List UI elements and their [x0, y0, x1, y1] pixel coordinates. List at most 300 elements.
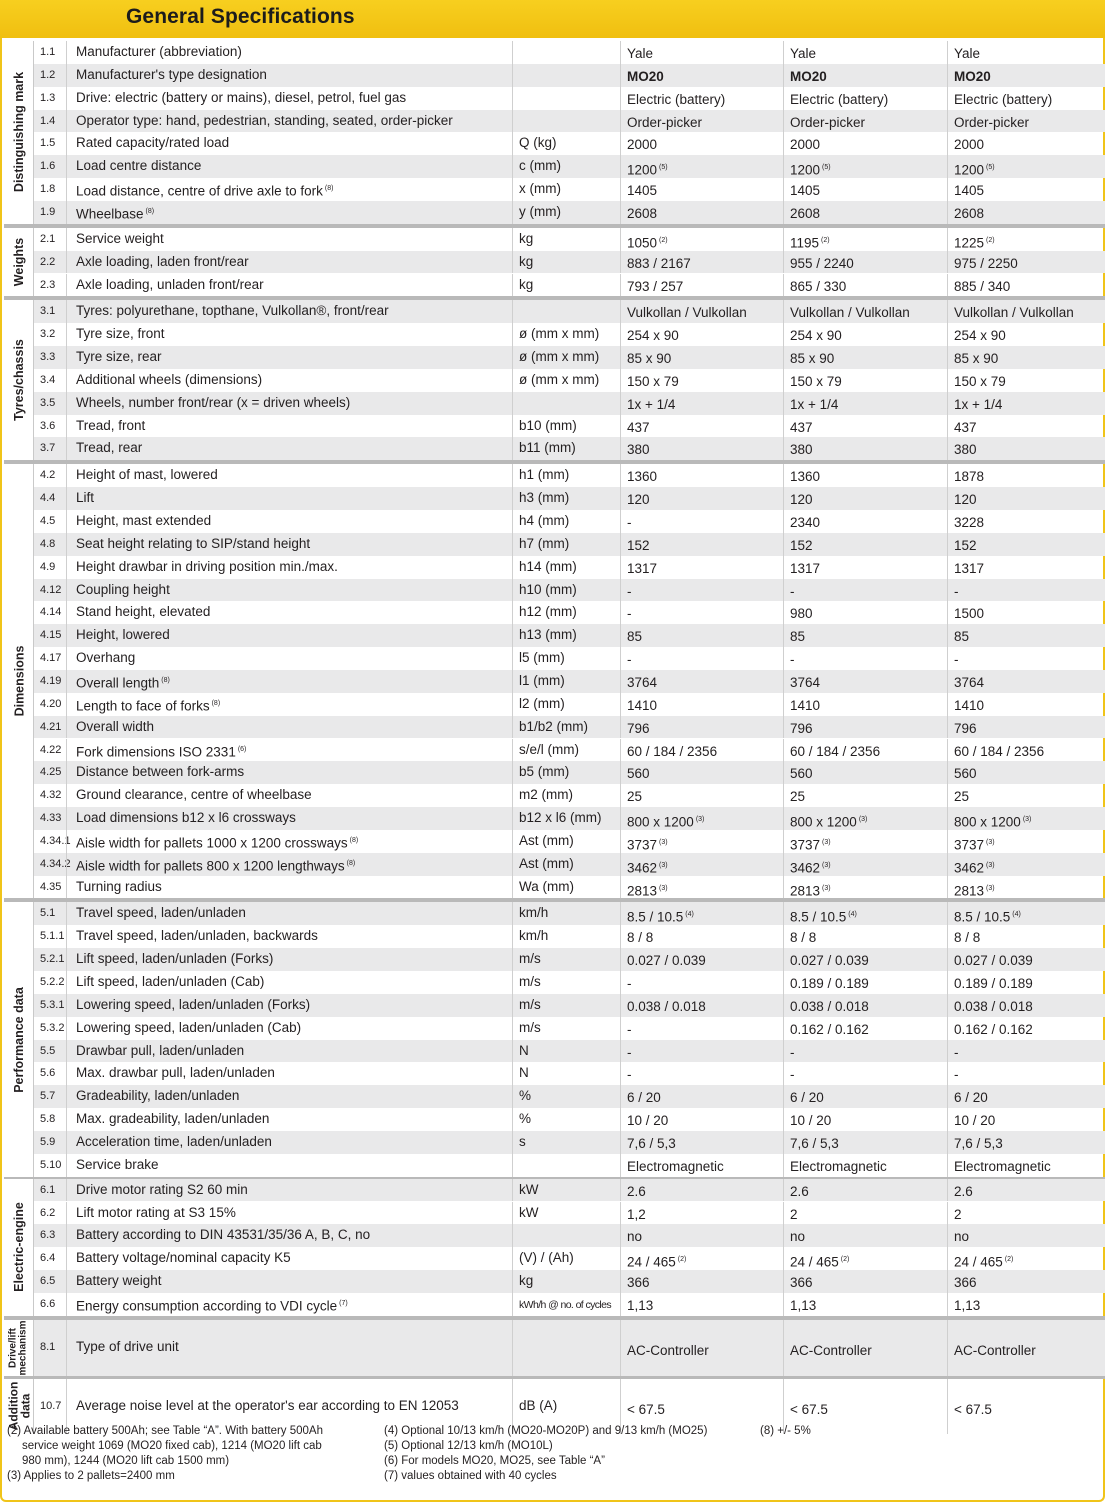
row-value-col3-text: 1405 — [954, 183, 985, 199]
row-value-col1 — [620, 853, 777, 876]
row-description — [70, 300, 546, 323]
row-unit-text: ø (mm x mm) — [519, 326, 600, 342]
row-value-col2-text: 24 / 465 — [790, 1254, 839, 1270]
row-value-col3-text: Electromagnetic — [954, 1158, 1051, 1174]
section-label-electric — [4, 1179, 34, 1316]
row-value-col1 — [620, 807, 777, 830]
row-number — [34, 132, 68, 155]
footnote-marker: (8) — [211, 699, 221, 707]
row-description-text: Travel speed, laden/unladen, backwards — [76, 928, 318, 944]
row-value-col3 — [947, 971, 1105, 994]
row-value-col1 — [620, 579, 777, 602]
row-value-col3-text: 1878 — [954, 469, 985, 485]
row-value-col3 — [947, 1247, 1105, 1270]
section-label-drive — [4, 1320, 34, 1376]
row-value-col1-text: 8 / 8 — [627, 930, 654, 946]
row-value-col3 — [947, 1154, 1105, 1177]
footnote-marker: (2) — [677, 1256, 687, 1264]
row-value-col2 — [783, 830, 946, 853]
row-value-col3 — [947, 556, 1105, 579]
table-row — [34, 1017, 1105, 1040]
row-value-col1 — [620, 415, 777, 438]
table-row — [34, 155, 1105, 178]
table-row — [34, 971, 1105, 994]
row-value-col1 — [620, 487, 777, 510]
table-row — [34, 1154, 1105, 1177]
row-value-col1 — [620, 1062, 777, 1085]
row-value-col1 — [620, 716, 777, 739]
row-value-col2 — [783, 64, 946, 87]
row-value-col2 — [783, 392, 946, 415]
row-value-col1-text: 366 — [627, 1275, 650, 1291]
row-value-col3 — [947, 830, 1105, 853]
row-unit-text: b1/b2 (mm) — [519, 718, 589, 734]
row-value-col3-text: 560 — [954, 766, 977, 782]
row-unit — [512, 693, 624, 716]
row-description-text: Additional wheels (dimensions) — [76, 371, 263, 387]
row-description — [70, 251, 546, 274]
row-unit — [512, 807, 624, 830]
row-description — [70, 533, 546, 556]
row-value-col2-text: MO20 — [790, 68, 827, 84]
table-row — [34, 853, 1105, 876]
row-description-text: Battery voltage/nominal capacity K5 — [76, 1250, 291, 1266]
row-value-col1 — [620, 437, 777, 460]
section-label-weights — [4, 228, 34, 297]
row-value-col1-text: 24 / 465 — [627, 1254, 676, 1270]
row-number — [34, 853, 71, 876]
row-value-col1-text: Vulkollan / Vulkollan — [627, 305, 747, 321]
row-value-col1-text: 2608 — [627, 205, 658, 221]
row-value-col2-text: AC-Controller — [790, 1342, 872, 1358]
row-number — [34, 1108, 68, 1131]
row-unit — [512, 1154, 624, 1177]
table-row — [34, 132, 1105, 155]
row-description — [70, 1017, 546, 1040]
row-value-col2-text: Electric (battery) — [790, 91, 889, 107]
row-value-col3 — [947, 464, 1105, 487]
row-value-col3-text: 85 x 90 — [954, 351, 999, 367]
row-number — [34, 830, 71, 853]
row-number-text: 4.34.1 — [40, 834, 71, 847]
row-value-col2 — [783, 1320, 946, 1376]
row-description-text: Seat height relating to SIP/stand height — [76, 535, 311, 551]
row-value-col1-text: - — [627, 606, 632, 622]
row-value-col1 — [620, 1224, 777, 1247]
footnote-2-cont2: 980 mm), 1244 (MO20 lift cab 1500 mm) — [22, 1455, 230, 1467]
row-value-col3-text: 3228 — [954, 515, 985, 530]
row-number-text: 2.3 — [40, 278, 56, 291]
row-description-text: Drawbar pull, laden/unladen — [76, 1042, 245, 1058]
row-value-col2-text: 1x + 1/4 — [790, 396, 839, 412]
footnote-marker: (3) — [986, 838, 995, 846]
footnote-marker: (2) — [821, 236, 830, 244]
row-value-col1 — [620, 251, 777, 274]
row-unit-text: h13 (mm) — [519, 627, 577, 643]
row-number-text: 6.2 — [40, 1206, 56, 1219]
row-value-col3-text: 1317 — [954, 560, 985, 576]
row-value-col1-text: 85 — [627, 629, 643, 645]
row-number-text: 6.6 — [40, 1297, 56, 1310]
row-number — [34, 64, 68, 87]
row-number-text: 5.2.1 — [40, 953, 65, 966]
row-value-col3 — [947, 369, 1105, 392]
footnote-3: (3) Applies to 2 pallets=2400 mm — [7, 1470, 175, 1482]
section-label-dimensions — [4, 464, 34, 898]
row-value-col1 — [620, 624, 777, 647]
row-description — [70, 579, 546, 602]
row-description-text: Drive: electric (battery or mains), diesel, petrol, fuel gas — [76, 89, 407, 105]
row-value-col2 — [783, 716, 946, 739]
row-number — [34, 902, 68, 925]
row-value-col3-text: 24 / 465 — [954, 1254, 1003, 1270]
table-row — [34, 87, 1105, 110]
row-value-col2-text: - — [790, 1044, 795, 1060]
row-unit — [512, 533, 624, 556]
row-description-text: Tread, front — [76, 417, 146, 433]
row-description-text: Load dimensions b12 x l6 crossways — [76, 810, 296, 826]
footnote-marker: (8) — [324, 185, 334, 193]
row-value-col1-text: 437 — [627, 419, 650, 435]
row-number — [34, 251, 68, 274]
table-row — [34, 902, 1105, 925]
row-value-col2-text: 980 — [790, 606, 813, 622]
row-value-col3 — [947, 1062, 1105, 1085]
row-value-col3-text: Yale — [954, 46, 981, 61]
row-description — [70, 346, 546, 369]
footnote-marker: (8) — [349, 836, 359, 844]
row-value-col1-text: Electric (battery) — [627, 91, 726, 107]
row-unit-text: kW — [519, 1204, 539, 1220]
table-row — [34, 415, 1105, 438]
row-value-col3 — [947, 415, 1105, 438]
table-row — [34, 1085, 1105, 1108]
row-value-col3-text: 6 / 20 — [954, 1090, 988, 1106]
row-number-text: 1.2 — [40, 68, 56, 81]
row-unit — [512, 994, 624, 1017]
footnote-2: (2) Available battery 500Ah; see Table “A”. With battery 500Ah — [7, 1425, 324, 1437]
row-value-col1 — [620, 761, 777, 784]
row-description-text: Coupling height — [76, 581, 170, 597]
row-number-text: 5.1 — [40, 907, 56, 920]
row-value-col1-text: Order-picker — [627, 114, 703, 130]
row-unit — [512, 228, 624, 251]
row-unit-text: kg — [519, 1273, 534, 1289]
table-row — [34, 1320, 1105, 1376]
row-value-col1 — [620, 1040, 777, 1063]
row-description — [70, 1179, 546, 1202]
row-value-col3 — [947, 1085, 1105, 1108]
row-description — [70, 601, 546, 624]
row-unit — [512, 369, 624, 392]
table-row — [34, 1270, 1105, 1293]
row-number — [34, 1040, 68, 1063]
row-unit — [512, 132, 624, 155]
row-unit — [512, 902, 624, 925]
footnote-marker: (2) — [840, 1256, 850, 1264]
row-description — [70, 1293, 546, 1316]
row-value-col2 — [783, 624, 946, 647]
row-value-col2 — [783, 807, 946, 830]
row-number — [34, 1085, 68, 1108]
row-number-text: 4.14 — [40, 606, 62, 619]
row-value-col3-text: - — [954, 1067, 959, 1083]
footnote-marker: (7) — [339, 1299, 348, 1307]
row-value-col1-text: 3764 — [627, 674, 658, 690]
row-value-col2 — [783, 415, 946, 438]
row-value-col1-text: AC-Controller — [627, 1342, 709, 1358]
row-number-text: 5.2.2 — [40, 976, 65, 988]
row-value-col3-text: 437 — [954, 419, 977, 435]
row-description-text: Battery weight — [76, 1273, 162, 1289]
row-description-text: Max. drawbar pull, laden/unladen — [76, 1065, 275, 1081]
footnote-marker: (2) — [659, 236, 668, 244]
row-description-text: Aisle width for pallets 800 x 1200 lengthways — [76, 858, 345, 874]
row-value-col2 — [783, 579, 946, 602]
row-number — [34, 670, 68, 693]
row-value-col1 — [620, 876, 777, 899]
row-unit-text: Ast (mm) — [519, 832, 574, 848]
row-description-text: Acceleration time, laden/unladen — [76, 1133, 272, 1149]
row-value-col2-text: 366 — [790, 1275, 813, 1291]
footnote-4: (4) Optional 10/13 km/h (MO20-MO20P) and 9/13 km/h (MO25) — [384, 1425, 708, 1437]
row-value-col3 — [947, 948, 1105, 971]
row-value-col3 — [947, 1040, 1105, 1063]
row-value-col3-text: 0.162 / 0.162 — [954, 1021, 1033, 1037]
row-value-col3 — [947, 533, 1105, 556]
row-unit-text: c (mm) — [519, 158, 561, 174]
row-unit — [512, 110, 624, 133]
table-row — [34, 830, 1105, 853]
row-value-col2 — [783, 761, 946, 784]
row-number — [34, 392, 68, 415]
row-value-col3 — [947, 132, 1105, 155]
row-unit — [512, 346, 624, 369]
row-value-col1 — [620, 670, 777, 693]
row-value-col1-text: 152 — [627, 537, 650, 553]
row-value-col3 — [947, 41, 1105, 64]
row-description — [70, 670, 546, 693]
row-unit-text: b5 (mm) — [519, 764, 570, 780]
row-value-col2 — [783, 533, 946, 556]
row-number — [34, 87, 68, 110]
row-value-col3 — [947, 201, 1105, 224]
row-value-col3 — [947, 510, 1105, 533]
row-number-text: 4.19 — [40, 674, 62, 687]
row-value-col2 — [783, 853, 946, 876]
row-unit-text: kg — [519, 253, 534, 269]
row-number — [34, 1154, 68, 1177]
row-value-col3-text: 1500 — [954, 606, 985, 622]
row-description — [70, 178, 546, 201]
row-description-text: Tyre size, front — [76, 326, 165, 342]
row-unit — [512, 624, 624, 647]
footnote-marker: (3) — [986, 861, 995, 869]
row-number-text: 8.1 — [40, 1340, 56, 1353]
row-description-text: Lowering speed, laden/unladen (Forks) — [76, 996, 311, 1012]
table-row — [34, 346, 1105, 369]
row-value-col1 — [620, 369, 777, 392]
row-value-col3 — [947, 300, 1105, 323]
table-row — [34, 693, 1105, 716]
row-value-col3-text: 2813 — [954, 883, 985, 899]
row-value-col1-text: 1,13 — [627, 1297, 654, 1313]
row-description-text: Gradeability, laden/unladen — [76, 1088, 240, 1104]
row-description — [70, 64, 546, 87]
row-number-text: 4.2 — [40, 469, 56, 482]
row-value-col2-text: 380 — [790, 442, 813, 458]
row-number — [34, 487, 68, 510]
row-value-col3-text: 8 / 8 — [954, 930, 981, 946]
row-value-col2 — [783, 487, 946, 510]
row-unit — [512, 251, 624, 274]
section-label-text: Performance data — [12, 986, 27, 1093]
row-value-col3-text: 152 — [954, 537, 977, 553]
row-number-text: 5.10 — [40, 1158, 62, 1171]
row-value-col2-text: 1195 — [790, 235, 820, 251]
row-number-text: 4.34.2 — [40, 857, 71, 870]
footnote-marker: (6) — [237, 745, 247, 753]
row-value-col2-text: - — [790, 1067, 795, 1083]
row-value-col2 — [783, 670, 946, 693]
row-unit-text: h3 (mm) — [519, 490, 570, 506]
row-value-col1 — [620, 64, 777, 87]
section-label-text: Electric-engine — [12, 1202, 26, 1292]
row-value-col1-text: 2813 — [627, 883, 658, 899]
row-value-col3 — [947, 579, 1105, 602]
row-value-col2-text: 2340 — [790, 515, 821, 530]
row-description — [70, 437, 546, 460]
row-number — [34, 1179, 68, 1202]
row-description — [70, 971, 546, 994]
footnote-marker: (3) — [659, 838, 668, 846]
table-row — [34, 392, 1105, 415]
row-description — [70, 87, 546, 110]
row-unit-text: h7 (mm) — [519, 535, 570, 551]
row-unit — [512, 392, 624, 415]
footnote-marker: (3) — [822, 884, 831, 892]
row-number-text: 5.7 — [40, 1090, 56, 1103]
row-value-col3-text: 8.5 / 10.5 — [954, 909, 1011, 925]
row-value-col1 — [620, 1320, 777, 1376]
row-value-col1 — [620, 1017, 777, 1040]
row-unit — [512, 1293, 624, 1316]
row-value-col2-text: 8.5 / 10.5 — [790, 909, 847, 925]
row-number — [34, 693, 68, 716]
row-description-text: Overhang — [76, 650, 136, 666]
row-unit — [512, 274, 624, 297]
row-unit — [512, 487, 624, 510]
row-description-text: Length to face of forks — [76, 698, 210, 714]
row-description — [70, 739, 546, 762]
row-value-col3 — [947, 647, 1105, 670]
row-description — [70, 853, 546, 876]
row-unit — [512, 1108, 624, 1131]
row-description — [70, 784, 546, 807]
row-value-col1-text: 3462 — [627, 860, 658, 876]
row-value-col1-text: Electromagnetic — [627, 1158, 724, 1174]
row-value-col3 — [947, 624, 1105, 647]
row-value-col1 — [620, 830, 777, 853]
row-unit — [512, 1247, 624, 1270]
row-description-text: Tread, rear — [76, 440, 143, 456]
footnote-6: (6) For models MO20, MO25, see Table “A” — [384, 1455, 605, 1467]
row-unit-text: ø (mm x mm) — [519, 371, 600, 387]
row-value-col3-text: 1x + 1/4 — [954, 396, 1003, 412]
row-value-col1 — [620, 902, 777, 925]
row-value-col3-text: Electric (battery) — [954, 91, 1053, 107]
row-value-col1 — [620, 925, 777, 948]
row-number-text: 5.1.1 — [40, 930, 65, 943]
row-number — [34, 1320, 68, 1376]
table-row — [34, 556, 1105, 579]
row-value-col1-text: no — [627, 1229, 643, 1245]
row-description — [70, 464, 546, 487]
row-value-col1-text: 796 — [627, 720, 650, 736]
row-value-col3 — [947, 601, 1105, 624]
row-value-col2 — [783, 251, 946, 274]
row-number — [34, 1293, 68, 1316]
table-row — [34, 994, 1105, 1017]
row-value-col2-text: 437 — [790, 419, 813, 435]
row-value-col2-text: 1200 — [790, 162, 821, 178]
row-value-col2-text: - — [790, 652, 795, 668]
row-number-text: 1.9 — [40, 205, 56, 218]
row-value-col1 — [620, 948, 777, 971]
row-value-col2 — [783, 346, 946, 369]
row-value-col1-text: - — [627, 583, 632, 599]
row-value-col2-text: 1405 — [790, 183, 821, 199]
table-row — [34, 251, 1105, 274]
row-value-col3-text: no — [954, 1229, 970, 1245]
footnote-marker: (3) — [822, 838, 831, 846]
footnote-marker: (2) — [986, 236, 995, 244]
row-value-col1-text: 1200 — [627, 162, 658, 178]
row-unit-text: l2 (mm) — [519, 695, 565, 711]
row-value-col3-text: 796 — [954, 720, 977, 736]
row-unit — [512, 201, 624, 224]
row-description-text: Service brake — [76, 1156, 159, 1172]
row-description-text: Height drawbar in driving position min./max. — [76, 558, 338, 574]
row-value-col2 — [783, 784, 946, 807]
row-value-col3 — [947, 807, 1105, 830]
row-value-col3 — [947, 784, 1105, 807]
row-value-col1-text: 1410 — [627, 697, 658, 713]
row-value-col2 — [783, 1270, 946, 1293]
row-value-col3-text: 3462 — [954, 860, 985, 876]
row-value-col2-text: 7,6 / 5,3 — [790, 1135, 839, 1151]
row-value-col3-text: 366 — [954, 1275, 977, 1291]
row-description — [70, 994, 546, 1017]
row-unit-text: kg — [519, 276, 534, 292]
row-value-col2 — [783, 739, 946, 762]
row-value-col3 — [947, 876, 1105, 899]
row-description-text: Lift speed, laden/unladen (Cab) — [76, 974, 265, 989]
row-value-col2-text: 865 / 330 — [790, 278, 847, 294]
row-value-col2-text: 2813 — [790, 883, 821, 899]
row-number-text: 1.4 — [40, 114, 56, 127]
row-value-col1 — [620, 1154, 777, 1177]
table-row — [34, 300, 1105, 323]
row-unit-text: m2 (mm) — [519, 787, 573, 803]
row-value-col1-text: 380 — [627, 442, 650, 458]
table-row — [34, 1040, 1105, 1063]
row-value-col1 — [620, 41, 777, 64]
row-value-col2 — [783, 1293, 946, 1316]
row-description-text: Type of drive unit — [76, 1338, 179, 1354]
row-value-col3 — [947, 228, 1105, 251]
row-unit — [512, 41, 624, 64]
